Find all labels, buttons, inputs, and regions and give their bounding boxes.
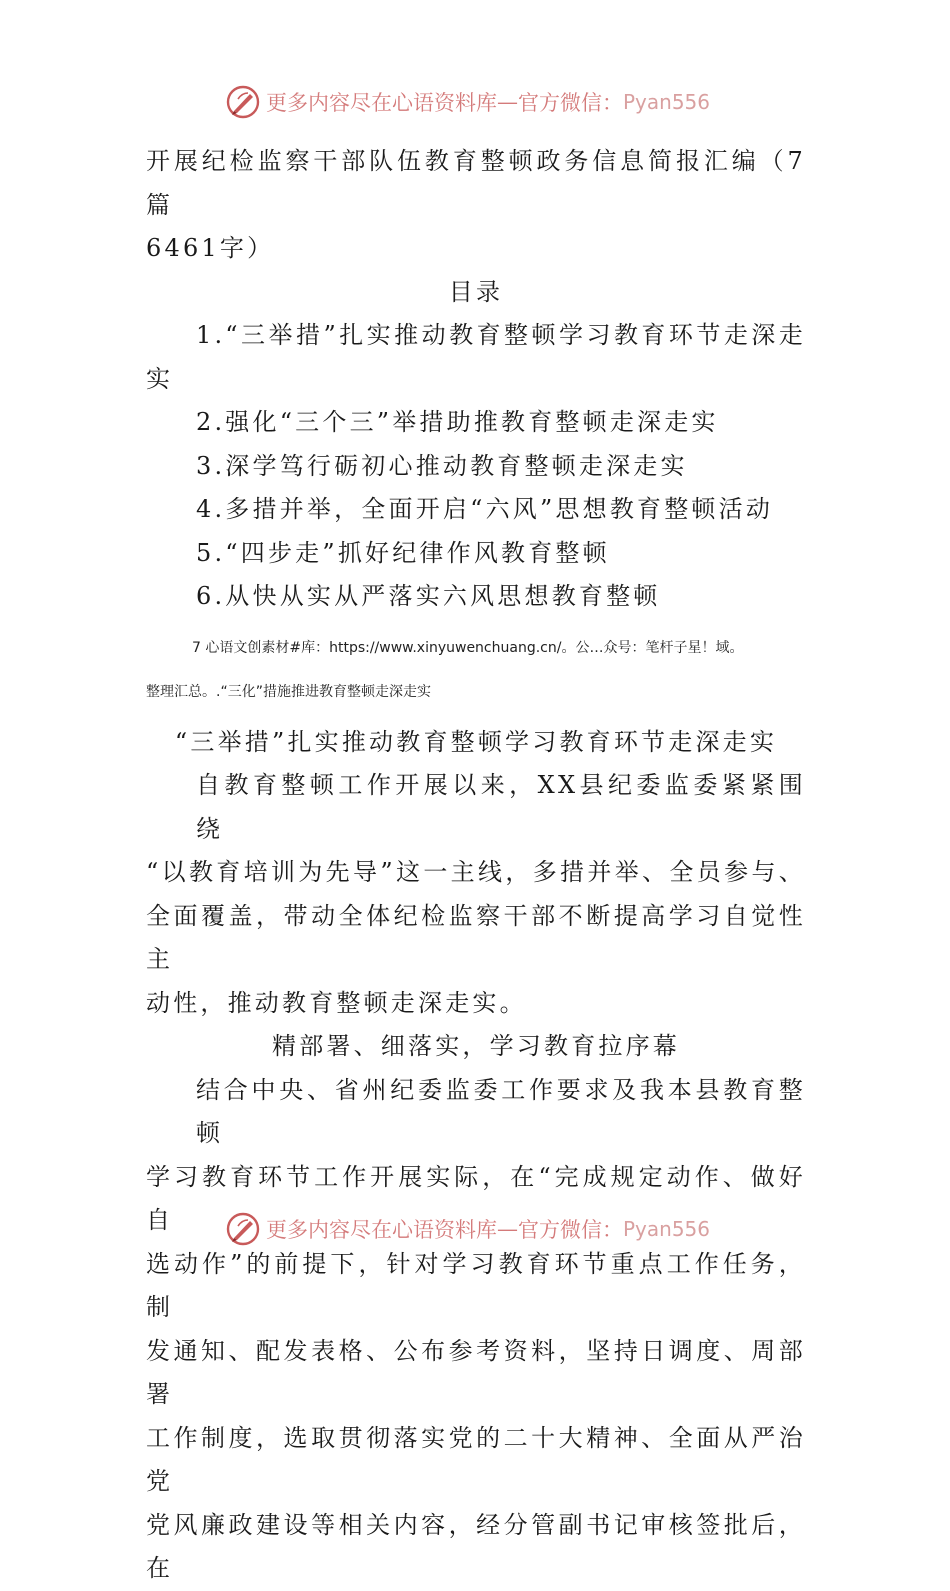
- banner-separator: —: [497, 90, 518, 114]
- banner-brand: 更多内容尽在心语资料库: [266, 91, 497, 115]
- toc-item-1-line-2: 实: [146, 364, 174, 393]
- footer-banner: [226, 1209, 710, 1249]
- section-heading: 精部署、细落实，学习教育拉序幕: [272, 1032, 680, 1060]
- document-title-line-1: 开展纪检监察干部队伍教育整顿政务信息简报汇编（7篇: [146, 147, 806, 219]
- banner-contact-label: 官方微信：: [518, 91, 623, 115]
- banner-contact-label: 官方微信：: [518, 1218, 623, 1242]
- toc-item-4: 4.多措并举，全面开启“六风”思想教育整顿活动: [196, 495, 774, 523]
- toc-item-5: 5.“四步走”抓好纪律作风教育整顿: [196, 538, 610, 567]
- body-line-5: 工作制度，选取贯彻落实党的二十大精神、全面从严治党: [146, 1423, 806, 1495]
- intro-line-4: 动性，推动教育整顿走深走实。: [146, 988, 527, 1017]
- document-body: [146, 140, 806, 1591]
- body-line-4: 发通知、配发表格、公布参考资料，坚持日调度、周部署: [146, 1336, 806, 1408]
- quill-pen-logo-icon: [226, 85, 260, 119]
- banner-separator: —: [497, 1217, 518, 1241]
- document-title-line-2: 6461字）: [146, 234, 275, 262]
- toc-item-3: 3.深学笃行砺初心推动教育整顿走深走实: [196, 451, 688, 480]
- body-line-6: 党风廉政建设等相关内容，经分管副书记审核签批后，在: [146, 1510, 806, 1582]
- body-line-3: 选动作”的前提下，针对学习教育环节重点工作任务，制: [146, 1249, 806, 1321]
- toc-heading: 目录: [448, 277, 504, 306]
- intro-line-1: 自教育整顿工作开展以来，XX县纪委监委紧紧围绕: [196, 771, 806, 843]
- body-line-2: 学习教育环节工作开展实际，在“完成规定动作、做好自: [146, 1162, 806, 1234]
- source-note-line-1: 7 心语文创素材#库：https://www.xinyuwenchuang.cn/。公…众号：笔杆子星！域。: [192, 639, 744, 656]
- toc-item-6: 6.从快从实从严落实六风思想教育整顿: [196, 582, 661, 610]
- intro-line-2: “以教育培训为先导”这一主线，多措并举、全员参与、: [146, 858, 806, 886]
- intro-line-3: 全面覆盖，带动全体纪检监察干部不断提高学习自觉性主: [146, 901, 806, 973]
- article-title: “三举措”扎实推动教育整顿学习教育环节走深走实: [174, 727, 778, 756]
- banner-wechat-handle: Pyan556: [623, 1217, 711, 1241]
- banner-brand: 更多内容尽在心语资料库: [266, 1218, 497, 1242]
- toc-item-1-line-1: 1.“三举措”扎实推动教育整顿学习教育环节走深走: [196, 321, 806, 349]
- source-note-line-2: 整理汇总。.“三化”措施推进教育整顿走深走实: [146, 683, 431, 700]
- banner-wechat-handle: Pyan556: [623, 90, 711, 114]
- header-banner: [226, 82, 710, 122]
- body-line-1: 结合中央、省州纪委监委工作要求及我本县教育整顿: [196, 1075, 806, 1147]
- quill-pen-logo-icon: [226, 1212, 260, 1246]
- toc-item-2: 2.强化“三个三”举措助推教育整顿走深走实: [196, 408, 719, 436]
